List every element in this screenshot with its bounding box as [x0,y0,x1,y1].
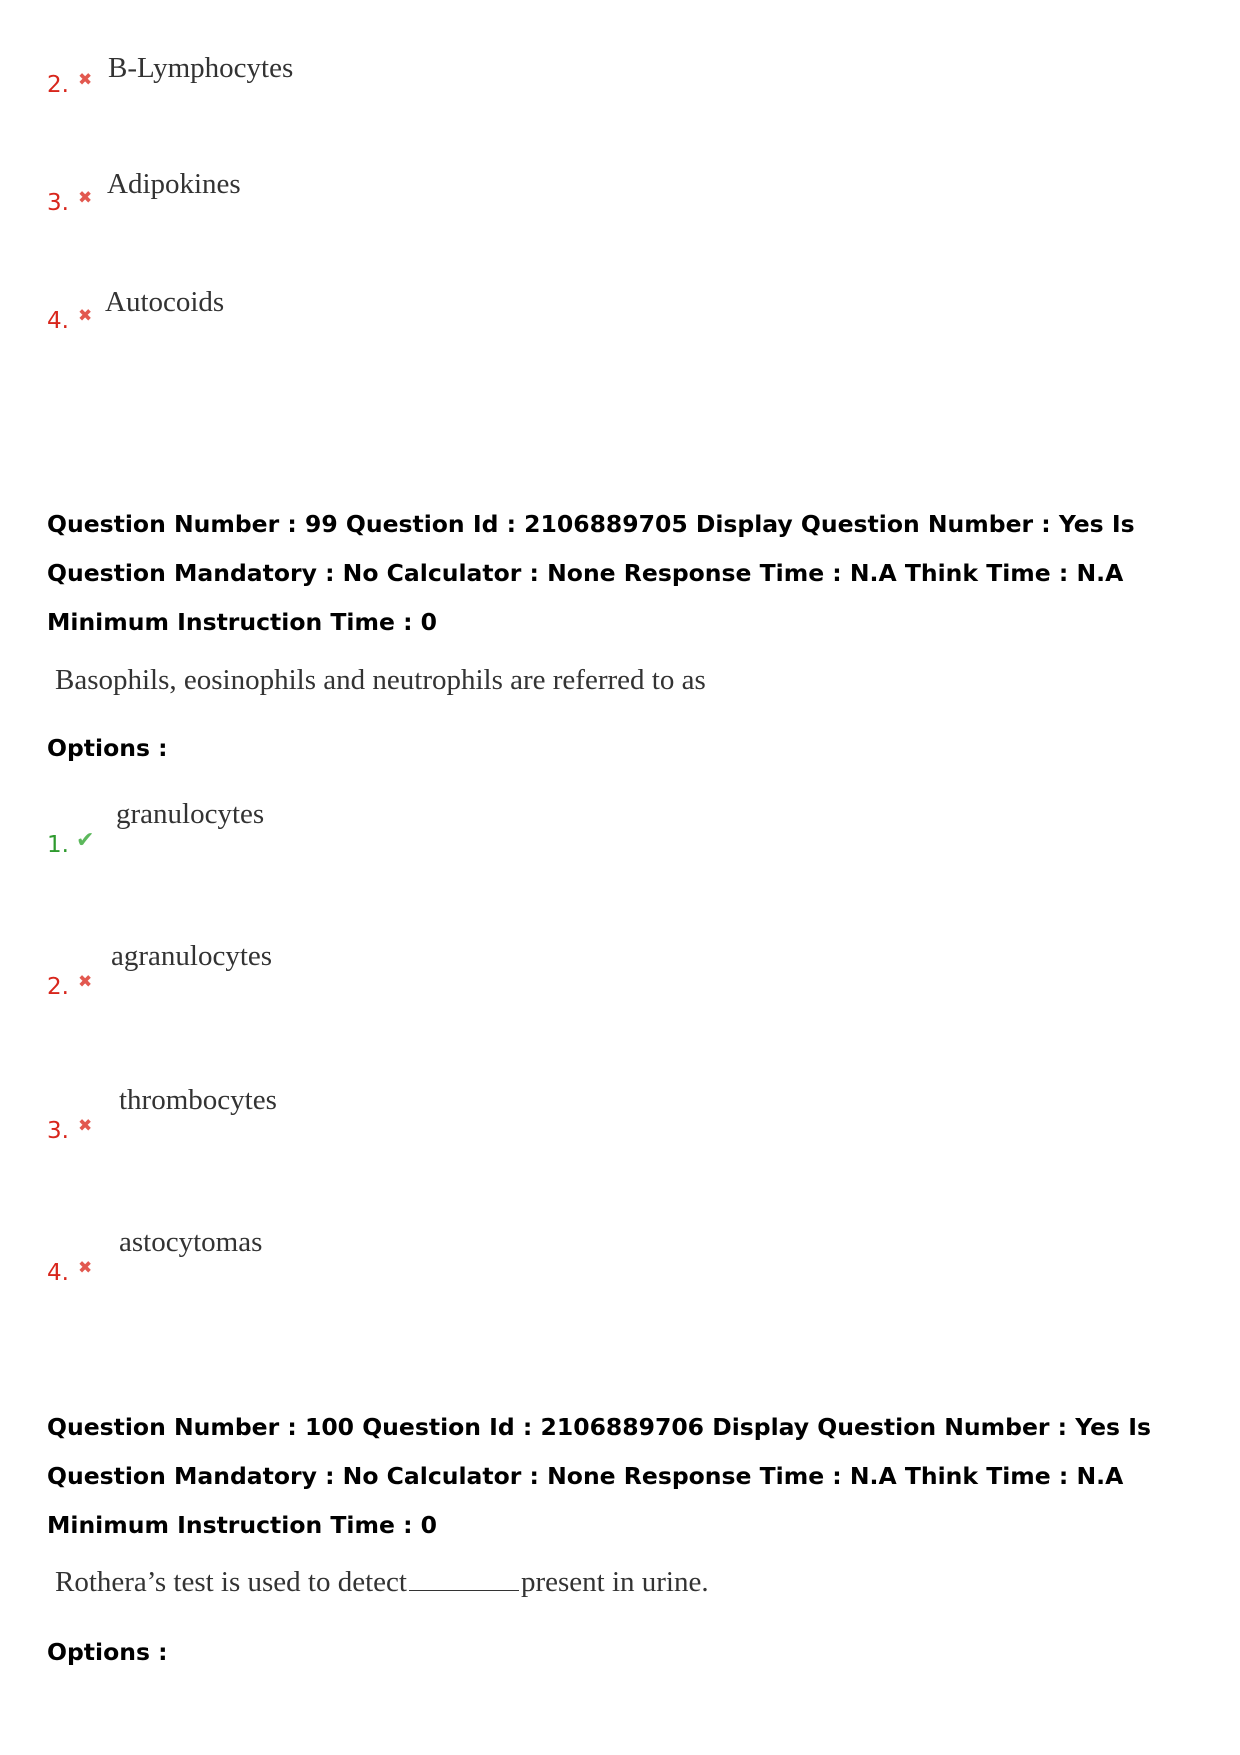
option-row [47,156,747,216]
option-number: 2. [47,72,69,98]
option-row [47,1084,747,1144]
option-text: agranulocytes [111,940,273,972]
question-header: Question Number : 100 Question Id : 2106889706 Display Question Number : Yes Is Question Mandatory : No Calculator : None Response Time : N.A Think Time : N.A Minimum Instruction Time : 0 [47,1413,1151,1539]
option-text: astocytomas [119,1226,263,1258]
option-number: 4. [47,308,69,334]
option-number: 3. [47,190,69,216]
option-text: Autocoids [105,286,225,318]
option-row [47,274,747,334]
option-number: 3. [47,1118,69,1144]
option-row [47,38,747,98]
option-row [47,940,747,1000]
check-icon: ✔ [76,828,95,853]
option-number: 4. [47,1260,69,1286]
cross-icon: ✖ [78,972,93,992]
question-header: Question Number : 99 Question Id : 2106889705 Display Question Number : Yes Is Question Mandatory : No Calculator : None Response Time : N.A Think Time : N.A Minimum Instruction Time : 0 [47,510,1135,636]
option-text: Adipokines [107,168,241,200]
option-number: 1. [47,832,69,858]
cross-icon: ✖ [78,1258,93,1278]
option-number: 2. [47,974,69,1000]
question-text-end: present in urine. [520,1566,709,1598]
cross-icon: ✖ [78,70,93,90]
options-label: Options : [47,1638,168,1666]
cross-icon: ✖ [78,306,93,326]
option-text: thrombocytes [119,1084,277,1116]
option-text: granulocytes [116,798,265,830]
cross-icon: ✖ [78,1116,93,1136]
option-text: B-Lymphocytes [108,52,294,84]
cross-icon: ✖ [78,188,93,208]
option-row [47,798,747,858]
question-text [55,1566,709,1599]
question-text: Basophils, eosinophils and neutrophils are referred to as [55,664,706,696]
option-row [47,1226,747,1286]
fill-blank [409,1568,519,1591]
options-label: Options : [47,734,168,762]
question-text-start: Rothera’s test is used to detect [55,1566,407,1598]
